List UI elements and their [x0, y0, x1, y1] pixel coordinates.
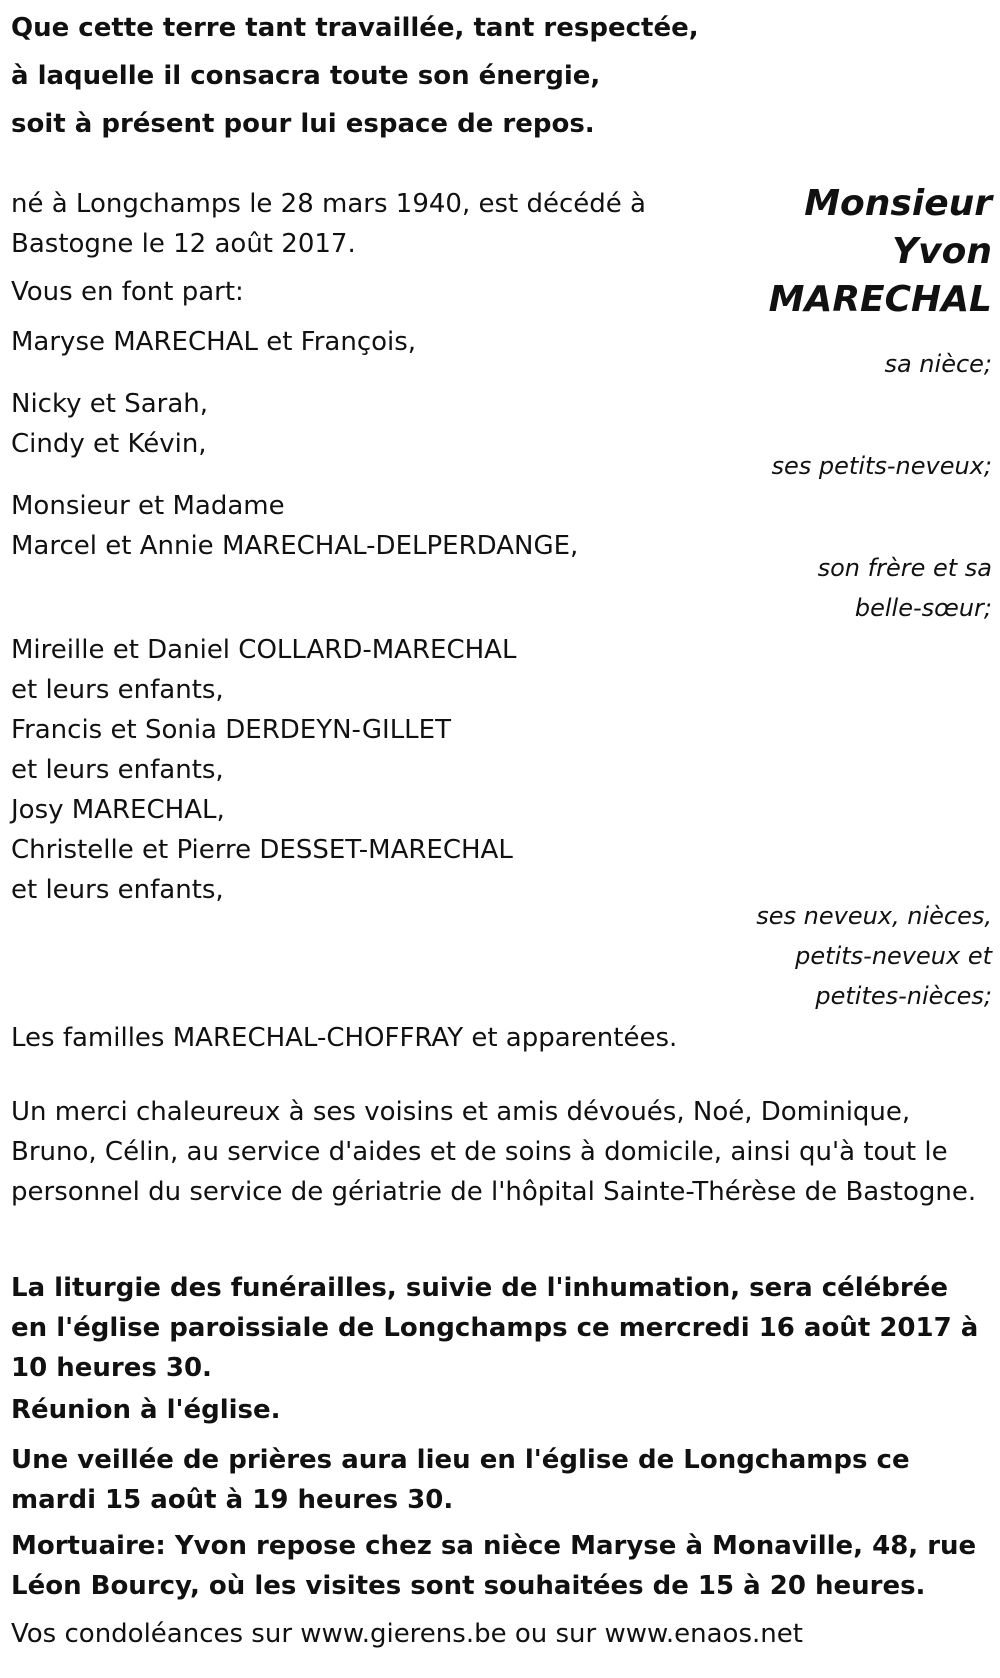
- epigraph-line-3: soit à présent pour lui espace de repos.: [11, 109, 595, 139]
- family-line: Cindy et Kévin,: [11, 429, 207, 459]
- relation-brother: son frère et sa: [817, 554, 992, 582]
- thanks-paragraph: Un merci chaleureux à ses voisins et amis dévoués, Noé, Dominique, Bruno, Célin, au service d'aides et de soins à domicile, ainsi qu'à tout le personnel du service de gériatrie de l'hôpital Sainte-Thérèse de Bastogne.: [11, 1097, 977, 1207]
- family-line: Les familles MARECHAL-CHOFFRAY et apparentées.: [11, 1023, 678, 1053]
- family-line: Maryse MARECHAL et François,: [11, 327, 417, 357]
- family-line: Monsieur et Madame: [11, 491, 285, 521]
- relation-nephews-nieces: ses neveux, nièces,: [756, 902, 992, 930]
- epigraph-line-1: Que cette terre tant travaillée, tant respectée,: [11, 13, 699, 43]
- funeral-paragraph: La liturgie des funérailles, suivie de l'inhumation, sera célébrée en l'église paroissiale de Longchamps ce mercredi 16 août 2017 à 10 heures 30.: [11, 1273, 979, 1383]
- vigil-paragraph: Une veillée de prières aura lieu en l'église de Longchamps ce mardi 15 août à 19 heures 30.: [11, 1445, 910, 1515]
- family-line: et leurs enfants,: [11, 875, 224, 905]
- relation-grandnephews: ses petits-neveux;: [771, 452, 992, 480]
- condolences-line: Vos condoléances sur www.gierens.be ou sur www.enaos.net: [11, 1619, 803, 1649]
- deceased-last-name: MARECHAL: [768, 279, 992, 320]
- mortuary-paragraph: Mortuaire: Yvon repose chez sa nièce Maryse à Monaville, 48, rue Léon Bourcy, où les visites sont souhaitées de 15 à 20 heures.: [11, 1531, 977, 1601]
- relation-sister-in-law: belle-sœur;: [854, 594, 992, 622]
- relation-grandnephews-2: petits-neveux et: [795, 942, 992, 970]
- meeting-paragraph: Réunion à l'église.: [11, 1395, 281, 1425]
- relation-niece: sa nièce;: [884, 350, 992, 378]
- deceased-title: Monsieur: [804, 183, 992, 224]
- family-line: Josy MARECHAL,: [11, 795, 225, 825]
- family-line: Francis et Sonia DERDEYN-GILLET: [11, 715, 451, 745]
- deceased-first-name: Yvon: [892, 231, 992, 272]
- birth-death-line-2: Bastogne le 12 août 2017.: [11, 229, 356, 259]
- birth-death-line-1: né à Longchamps le 28 mars 1940, est décédé à: [11, 189, 646, 219]
- family-line: et leurs enfants,: [11, 675, 224, 705]
- family-line: Marcel et Annie MARECHAL-DELPERDANGE,: [11, 531, 579, 561]
- epigraph-line-2: à laquelle il consacra toute son énergie,: [11, 61, 601, 91]
- family-line: Mireille et Daniel COLLARD-MARECHAL: [11, 635, 517, 665]
- family-line: et leurs enfants,: [11, 755, 224, 785]
- announcement: Vous en font part:: [11, 277, 244, 307]
- relation-grandnieces: petites-nièces;: [815, 982, 992, 1010]
- family-line: Christelle et Pierre DESSET-MARECHAL: [11, 835, 513, 865]
- family-line: Nicky et Sarah,: [11, 389, 209, 419]
